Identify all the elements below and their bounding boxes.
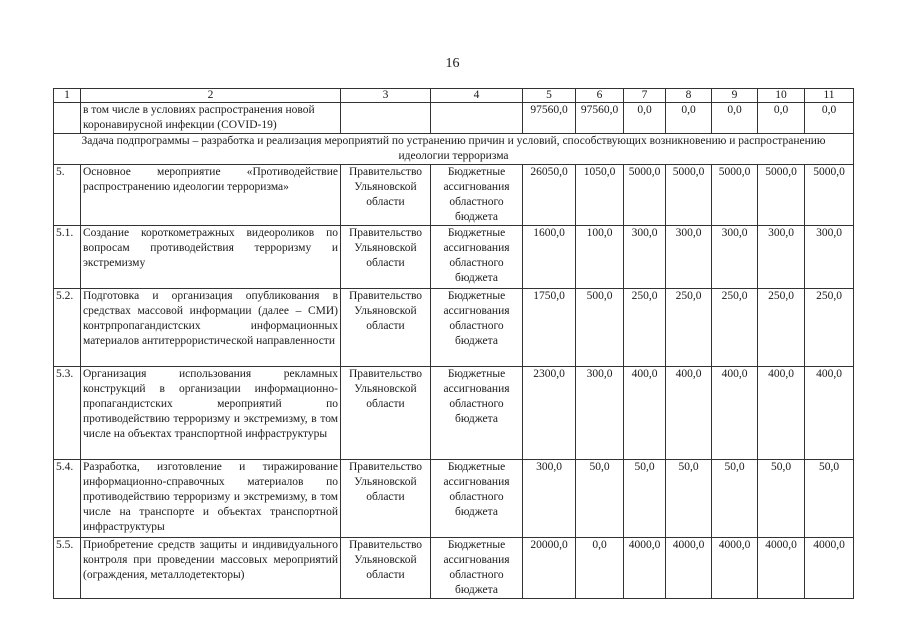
amount-cell: 4000,0 — [805, 538, 854, 599]
column-number: 9 — [712, 89, 758, 103]
column-number: 3 — [341, 89, 431, 103]
executor — [341, 103, 431, 134]
executor: Правительство Ульяновской области — [341, 367, 431, 460]
budget-table — [53, 88, 854, 599]
amount-cell: 300,0 — [576, 367, 624, 460]
row-number: 5.4. — [54, 460, 81, 538]
amount-cell: 400,0 — [666, 367, 712, 460]
measure-name: Разработка, изготовление и тиражирование информационно-справочных материалов по противодействию терроризму и экстремизму, в том числе на транспорте и объектах транспортной инфраструктуры — [81, 460, 341, 538]
table-row — [54, 460, 854, 538]
amount-cell: 300,0 — [712, 226, 758, 289]
amount-cell: 250,0 — [624, 289, 666, 367]
column-number: 8 — [666, 89, 712, 103]
task-row — [54, 134, 854, 165]
table-header-row — [54, 89, 854, 103]
funding-source: Бюджетные ассигнования областного бюджета — [431, 367, 523, 460]
amount-cell: 5000,0 — [758, 165, 805, 226]
measure-name: Создание короткометражных видеороликов по вопросам противодействия терроризму и экстремизму — [81, 226, 341, 289]
column-number: 1 — [54, 89, 81, 103]
amount-cell: 97560,0 — [523, 103, 576, 134]
amount-cell: 50,0 — [624, 460, 666, 538]
amount-cell: 4000,0 — [666, 538, 712, 599]
amount-cell: 0,0 — [758, 103, 805, 134]
funding-source: Бюджетные ассигнования областного бюджета — [431, 226, 523, 289]
amount-cell: 0,0 — [624, 103, 666, 134]
row-number: 5.3. — [54, 367, 81, 460]
amount-cell: 300,0 — [624, 226, 666, 289]
amount-cell: 500,0 — [576, 289, 624, 367]
column-number: 7 — [624, 89, 666, 103]
amount-cell: 1050,0 — [576, 165, 624, 226]
amount-cell: 400,0 — [758, 367, 805, 460]
funding-source: Бюджетные ассигнования областного бюджета — [431, 460, 523, 538]
amount-cell: 97560,0 — [576, 103, 624, 134]
amount-cell: 2300,0 — [523, 367, 576, 460]
measure-name: Основное мероприятие «Противодействие распространению идеологии терроризма» — [81, 165, 341, 226]
measure-name: Приобретение средств защиты и индивидуального контроля при проведении массовых мероприятий (ограждения, металлодетекторы) — [81, 538, 341, 599]
column-number: 4 — [431, 89, 523, 103]
amount-cell: 20000,0 — [523, 538, 576, 599]
column-number: 11 — [805, 89, 854, 103]
page-number: 16 — [445, 56, 460, 71]
funding-source: Бюджетные ассигнования областного бюджета — [431, 289, 523, 367]
amount-cell: 4000,0 — [624, 538, 666, 599]
amount-cell: 300,0 — [666, 226, 712, 289]
amount-cell: 50,0 — [758, 460, 805, 538]
amount-cell: 300,0 — [805, 226, 854, 289]
amount-cell: 250,0 — [805, 289, 854, 367]
amount-cell: 250,0 — [758, 289, 805, 367]
table-row — [54, 367, 854, 460]
amount-cell: 0,0 — [576, 538, 624, 599]
amount-cell: 0,0 — [712, 103, 758, 134]
amount-cell: 1750,0 — [523, 289, 576, 367]
amount-cell: 0,0 — [805, 103, 854, 134]
measure-name: в том числе в условиях распространения новой коронавирусной инфекции (COVID-19) — [81, 103, 341, 134]
executor: Правительство Ульяновской области — [341, 460, 431, 538]
column-number: 2 — [81, 89, 341, 103]
amount-cell: 50,0 — [666, 460, 712, 538]
executor: Правительство Ульяновской области — [341, 226, 431, 289]
executor: Правительство Ульяновской области — [341, 165, 431, 226]
amount-cell: 300,0 — [523, 460, 576, 538]
amount-cell: 5000,0 — [712, 165, 758, 226]
amount-cell: 1600,0 — [523, 226, 576, 289]
table-row — [54, 538, 854, 599]
amount-cell: 400,0 — [624, 367, 666, 460]
amount-cell: 4000,0 — [758, 538, 805, 599]
amount-cell: 0,0 — [666, 103, 712, 134]
amount-cell: 400,0 — [712, 367, 758, 460]
amount-cell: 300,0 — [758, 226, 805, 289]
row-number: 5.2. — [54, 289, 81, 367]
funding-source: Бюджетные ассигнования областного бюджета — [431, 165, 523, 226]
row-number: 5. — [54, 165, 81, 226]
table-row — [54, 226, 854, 289]
row-number: 5.1. — [54, 226, 81, 289]
amount-cell: 50,0 — [576, 460, 624, 538]
amount-cell: 100,0 — [576, 226, 624, 289]
row-number — [54, 103, 81, 134]
amount-cell: 250,0 — [712, 289, 758, 367]
covid-row — [54, 103, 854, 134]
amount-cell: 5000,0 — [666, 165, 712, 226]
amount-cell: 4000,0 — [712, 538, 758, 599]
executor: Правительство Ульяновской области — [341, 289, 431, 367]
measure-name: Организация использования рекламных конструкций в организации информационно-пропагандистских мероприятий по противодействию терроризму и экстремизму, в том числе на объектах транспортной инфраструктуры — [81, 367, 341, 460]
amount-cell: 26050,0 — [523, 165, 576, 226]
amount-cell: 400,0 — [805, 367, 854, 460]
table-row — [54, 165, 854, 226]
amount-cell: 5000,0 — [805, 165, 854, 226]
column-number: 10 — [758, 89, 805, 103]
amount-cell: 5000,0 — [624, 165, 666, 226]
column-number: 6 — [576, 89, 624, 103]
funding-source — [431, 103, 523, 134]
task-description: Задача подпрограммы – разработка и реализация мероприятий по устранению причин и условий, способствующих возникновению и распространению идеологии терроризма — [54, 134, 854, 165]
amount-cell: 250,0 — [666, 289, 712, 367]
row-number: 5.5. — [54, 538, 81, 599]
column-number: 5 — [523, 89, 576, 103]
measure-name: Подготовка и организация опубликования в средствах массовой информации (далее – СМИ) контрпропагандистских информационных материалов антитеррористической направленности — [81, 289, 341, 367]
amount-cell: 50,0 — [712, 460, 758, 538]
amount-cell: 50,0 — [805, 460, 854, 538]
funding-source: Бюджетные ассигнования областного бюджета — [431, 538, 523, 599]
executor: Правительство Ульяновской области — [341, 538, 431, 599]
table-row — [54, 289, 854, 367]
